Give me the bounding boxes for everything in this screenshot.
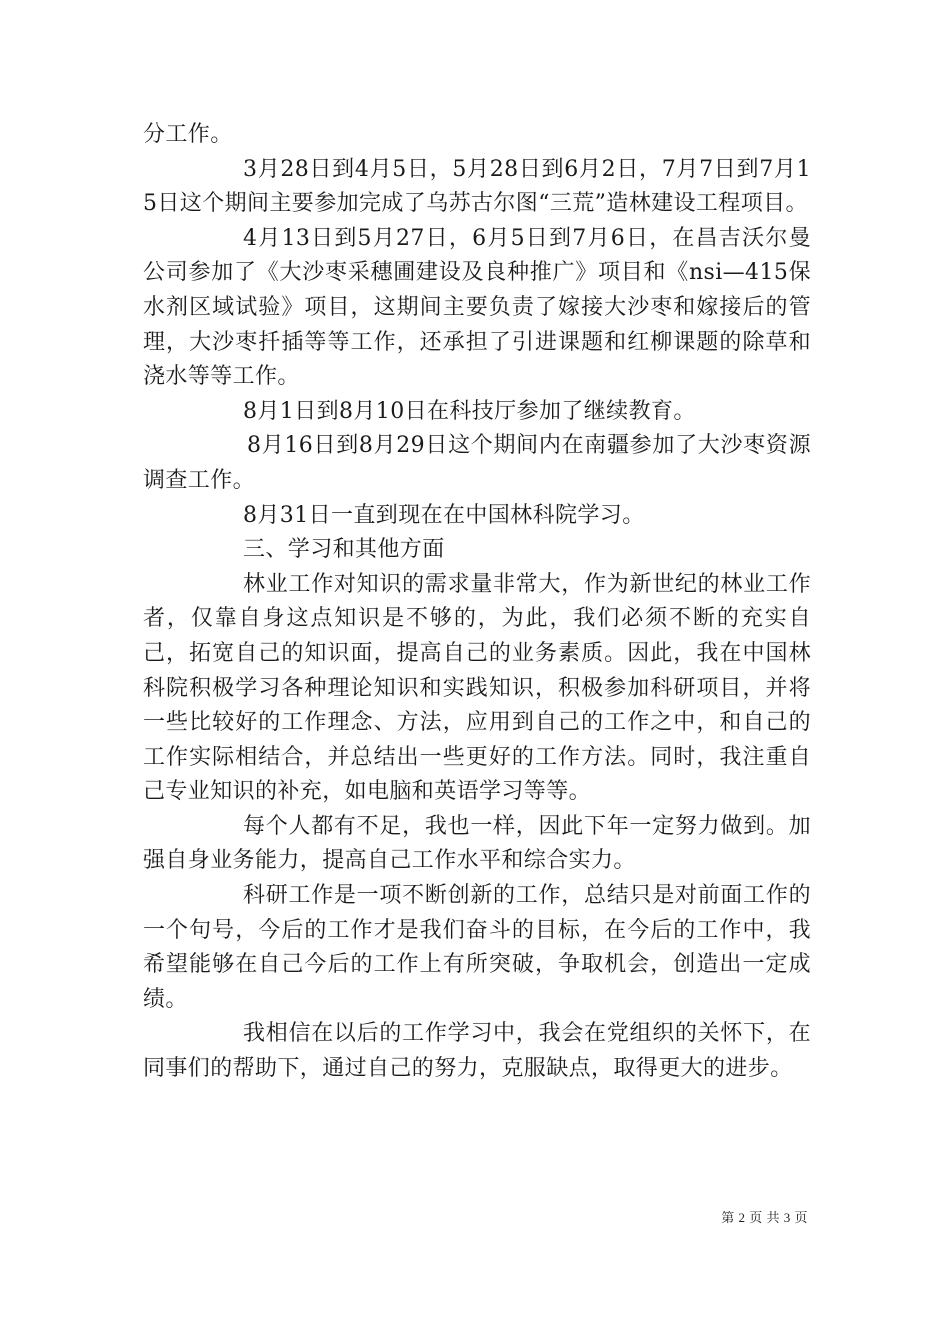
paragraph-changji-project: 4月13日到5月27日，6月5日到7月6日，在昌吉沃尔曼公司参加了《大沙枣采穗圃建设及良种推广》项目和《nsi—415保水剂区域试验》项目，这期间主要负责了嫁接大沙枣和嫁接后的管理，大沙枣扦插等等工作，还承担了引进课题和红柳课题的除草和浇水等等工作。 [143,225,812,390]
paragraph-continuing-education: 8月1日到8月10日在科技厅参加了继续教育。 [243,398,696,424]
paragraph-continuation: 分工作。 [143,122,233,147]
section-heading: 三、学习和其他方面 [243,537,445,563]
paragraph-sanhuang-project: 3月28日到4月5日，5月28日到6月2日，7月7日到7月15日这个期间主要参加完成了乌苏古尔图“三荒”造林建设工程项目。 [143,156,811,217]
paragraph-research-goals: 科研工作是一项不断创新的工作，总结只是对前面工作的一个句号，今后的工作才是我们奋斗的目标，在今后的工作中，我希望能够在自己今后的工作上有所突破，争取机会，创造出一定成绩。 [143,883,811,1012]
paragraph-closing: 我相信在以后的工作学习中，我会在党组织的关怀下，在同事们的帮助下，通过自己的努力，克服缺点，取得更大的进步。 [143,1021,811,1082]
paragraph-nanjiang-survey: 8月16日到8月29日这个期间内在南疆参加了大沙枣资源调查工作。 [143,433,811,493]
paragraph-shortcomings: 每个人都有不足，我也一样，因此下年一定努力做到。加强自身业务能力，提高自己工作水平和综合实力。 [143,813,811,874]
paragraph-academy-study: 8月31日一直到现在在中国林科院学习。 [243,502,645,528]
page-number-footer: 第 2 页 共 3 页 [721,1210,808,1225]
paragraph-learning: 林业工作对知识的需求量非常大，作为新世纪的林业工作者，仅靠自身这点知识是不够的，为此，我们必须不断的充实自己，拓宽自己的知识面，提高自己的业务素质。因此，我在中国林科院积极学习各种理论知识和实践知识，积极参加科研项目，并将一些比较好的工作理念、方法，应用到自己的工作之中，和自己的工作实际相结合，并总结出一些更好的工作方法。同时，我注重自己专业知识的补充，如电脑和英语学习等等。 [143,571,811,805]
document-body [143,118,811,1087]
